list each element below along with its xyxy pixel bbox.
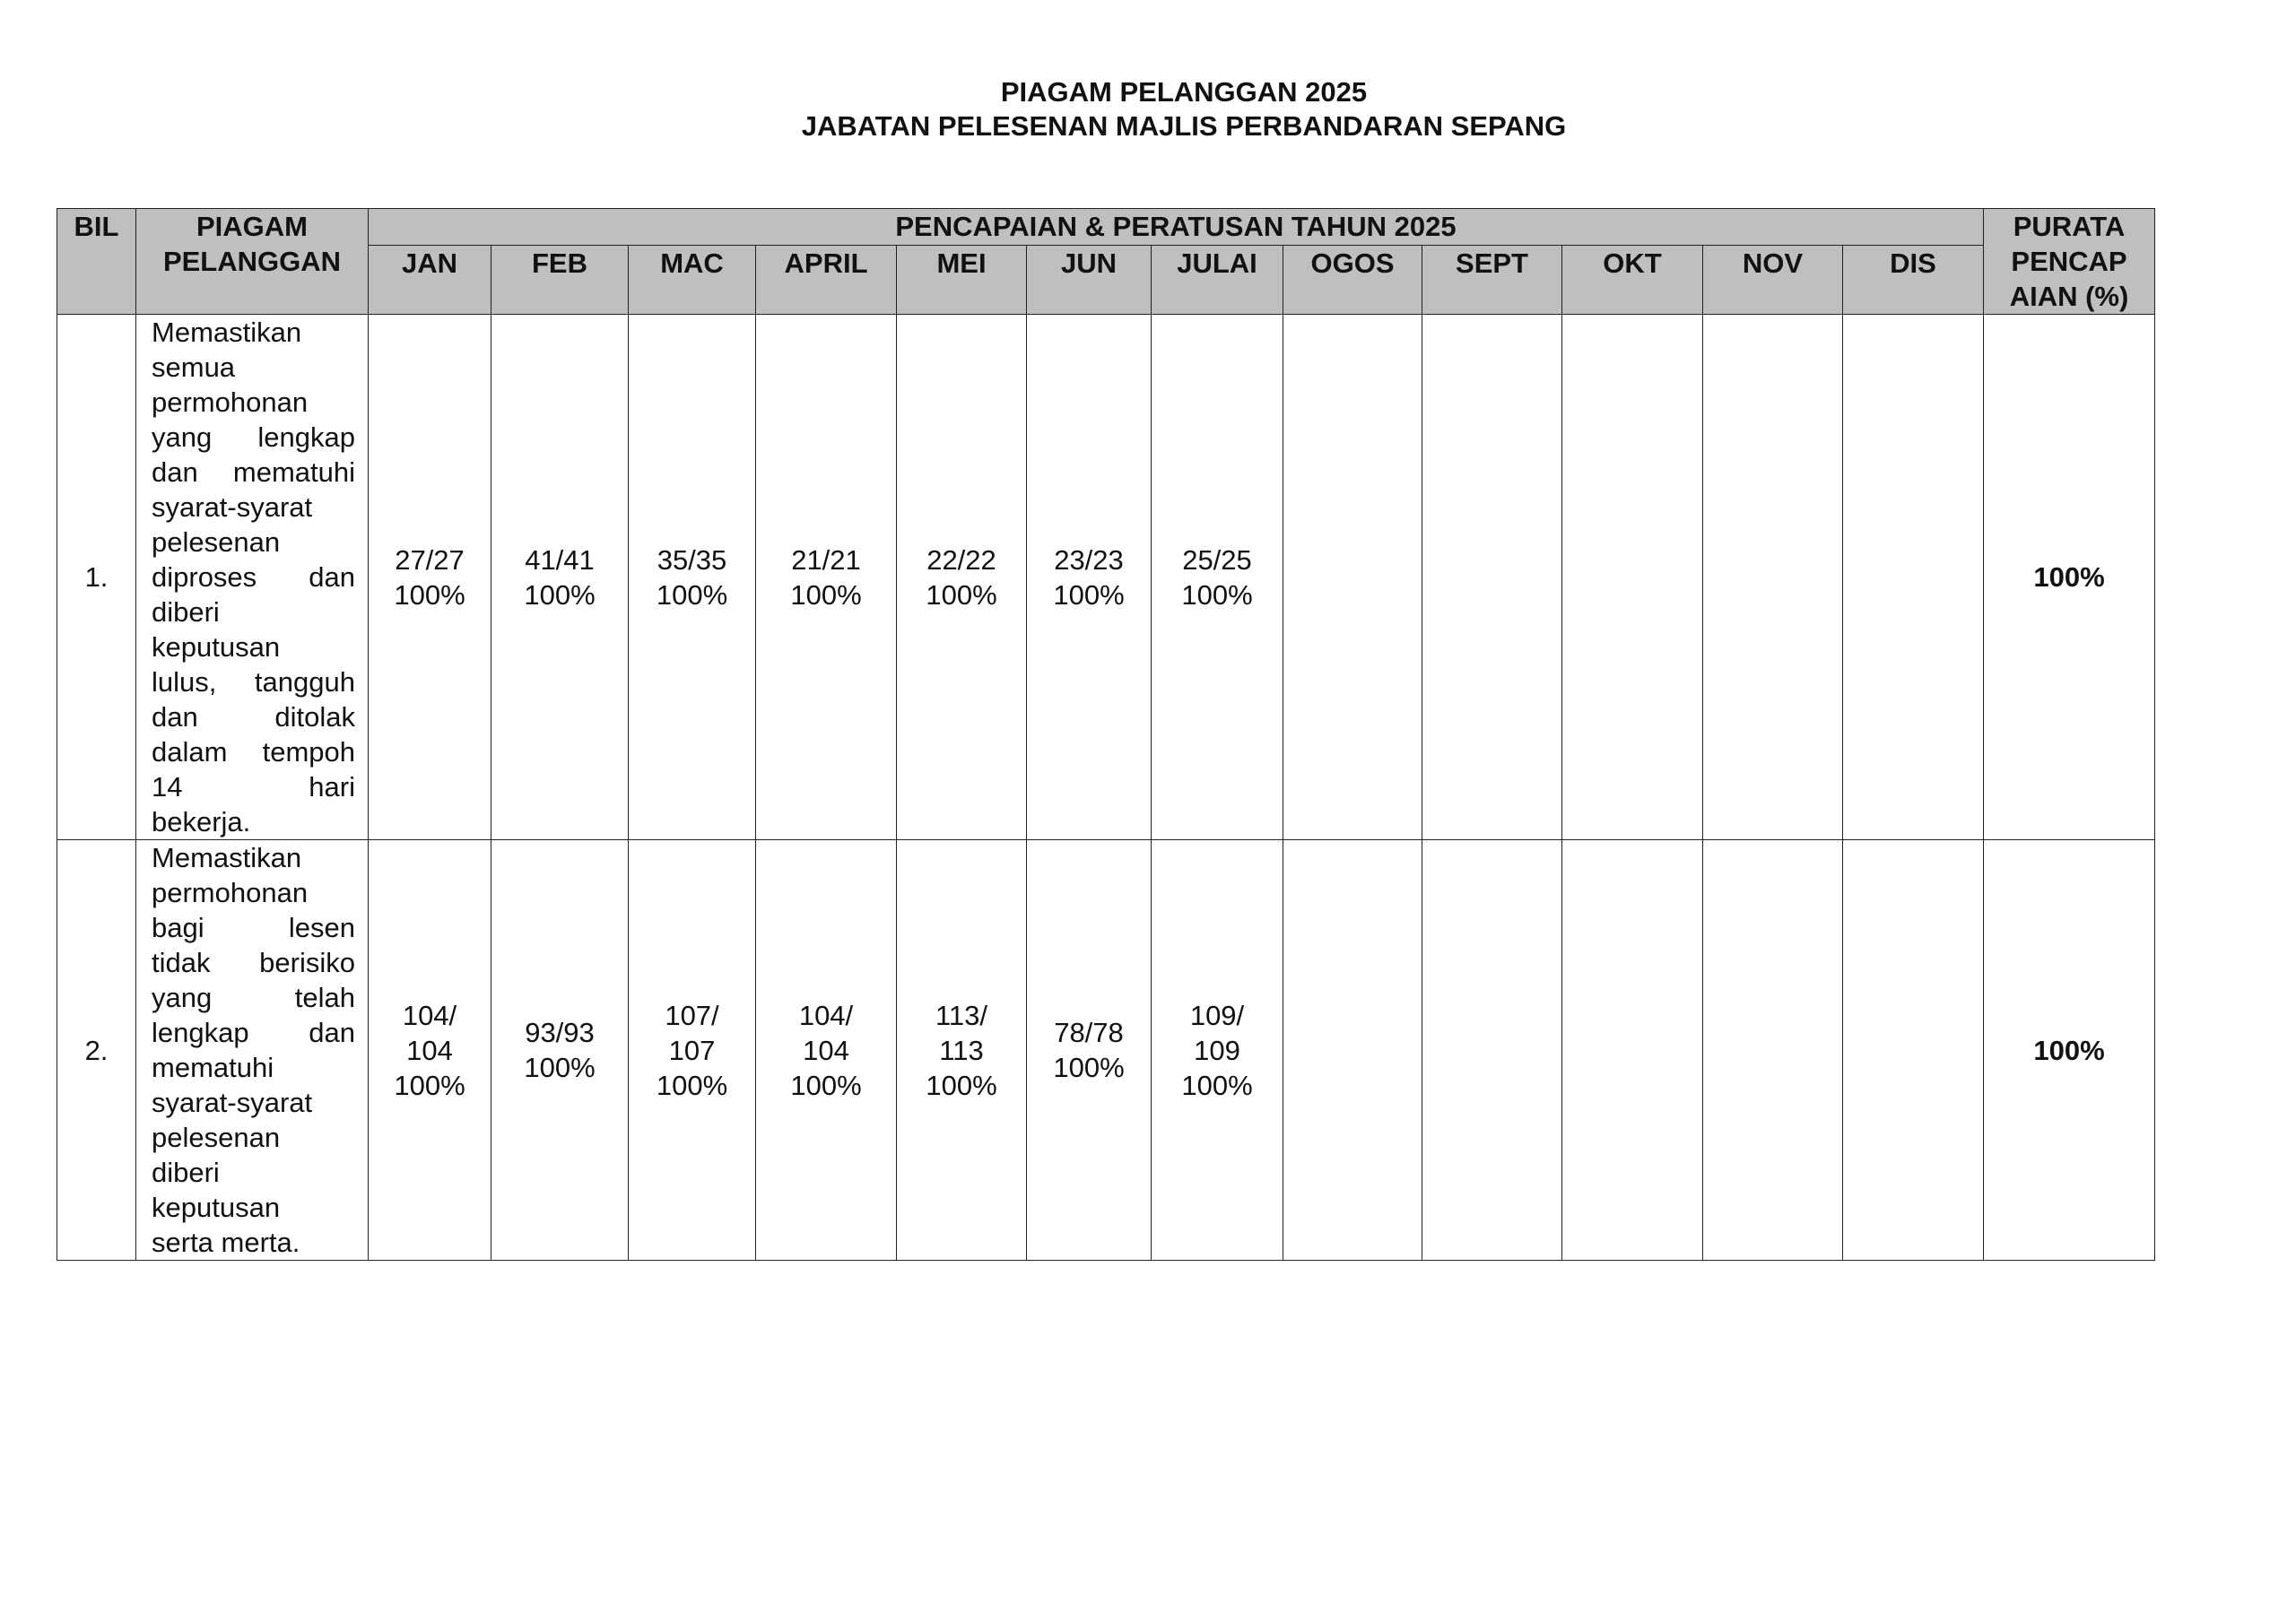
table-row [57, 315, 2155, 840]
month-cell-sept [1422, 315, 1562, 840]
description-line: bagi lesen [152, 912, 355, 943]
month-value: 100% [524, 1052, 596, 1083]
month-cell-julai [1152, 315, 1283, 840]
month-cell-okt [1562, 840, 1703, 1261]
month-value: 107/ [665, 999, 719, 1031]
header-month-dis: DIS [1843, 245, 1984, 314]
header-month-ogos: OGOS [1283, 245, 1422, 314]
month-cell-dis [1843, 840, 1984, 1261]
month-value: 23/23 [1054, 543, 1124, 576]
month-cell-julai [1152, 840, 1283, 1261]
description-line: dan ditolak [152, 701, 355, 733]
header-month-okt: OKT [1562, 245, 1703, 314]
average-achievement: 100% [1984, 840, 2155, 1261]
month-cell-ogos [1283, 315, 1422, 840]
month-value: 113 [939, 1034, 984, 1066]
row-number: 2. [57, 840, 136, 1261]
charter-description [136, 315, 369, 840]
month-value: 109/ [1189, 999, 1245, 1031]
month-cell-sept [1422, 840, 1562, 1261]
description-line: mematuhi [152, 1052, 274, 1083]
header-month-jun: JUN [1027, 245, 1152, 314]
description-line: diproses dan [152, 561, 355, 593]
month-value: 100% [656, 578, 728, 611]
header-bil: BIL [57, 209, 136, 315]
header-month-mac: MAC [629, 245, 756, 314]
table-row [57, 840, 2155, 1261]
description-line: Memastikan [152, 317, 302, 348]
month-value: 100% [790, 578, 862, 611]
description-line: permohonan [152, 386, 309, 418]
description-line: bekerja. [152, 806, 251, 838]
row-number: 1. [57, 315, 136, 840]
description-line: 14 hari [152, 771, 355, 803]
month-value: 104/ [402, 999, 457, 1031]
month-cell-dis [1843, 315, 1984, 840]
month-value: 100% [524, 578, 596, 611]
month-value: 22/22 [926, 543, 996, 576]
average-achievement: 100% [1984, 315, 2155, 840]
description-line: keputusan [152, 631, 281, 663]
title-line-2: JABATAN PELESENAN MAJLIS PERBANDARAN SEPANG [801, 110, 1567, 142]
month-value: 100% [1181, 1069, 1253, 1101]
header-month-julai: JULAI [1152, 245, 1283, 314]
charter-description [136, 840, 369, 1261]
month-cell-feb [491, 315, 629, 840]
month-value: 100% [1181, 578, 1253, 611]
document-title [0, 75, 2296, 143]
month-cell-mac [629, 315, 756, 840]
header-month-april: APRIL [756, 245, 897, 314]
description-line: lengkap dan [152, 1017, 355, 1048]
month-cell-nov [1703, 315, 1843, 840]
description-line: dalam tempoh [152, 736, 355, 768]
description-line: yang telah [152, 982, 355, 1013]
description-line: semua [152, 352, 236, 383]
month-value: 104/ [798, 999, 854, 1031]
description-line: diberi [152, 596, 220, 628]
month-value: 27/27 [395, 543, 465, 576]
month-cell-ogos [1283, 840, 1422, 1261]
description-line: permohonan [152, 877, 309, 908]
month-cell-nov [1703, 840, 1843, 1261]
month-value: 100% [394, 578, 465, 611]
month-value: 100% [394, 1069, 465, 1101]
header-month-jan: JAN [369, 245, 491, 314]
header-piagam-pelanggan: PIAGAM PELANGGAN [136, 209, 369, 315]
month-cell-jan [369, 840, 491, 1261]
description-line: syarat-syarat [152, 1087, 313, 1118]
header-purata-pencapaian: PURATA PENCAP AIAN (%) [1984, 209, 2155, 315]
month-cell-april [756, 315, 897, 840]
month-value: 104 [406, 1034, 453, 1066]
month-value: 104 [803, 1034, 849, 1066]
month-cell-jun [1027, 315, 1152, 840]
month-cell-jan [369, 315, 491, 840]
description-line: diberi [152, 1157, 220, 1188]
month-value: 100% [926, 578, 997, 611]
month-value: 78/78 [1054, 1017, 1124, 1048]
month-cell-mei [897, 840, 1027, 1261]
month-value: 107 [668, 1034, 716, 1066]
month-value: 100% [656, 1069, 728, 1101]
description-line: pelesenan [152, 1122, 281, 1153]
header-month-nov: NOV [1703, 245, 1843, 314]
header-month-feb: FEB [491, 245, 629, 314]
description-line: yang lengkap [152, 421, 355, 453]
header-month-sept: SEPT [1422, 245, 1562, 314]
month-value: 93/93 [525, 1017, 595, 1048]
month-value: 113/ [935, 999, 988, 1031]
charter-table [57, 208, 2155, 1261]
month-value: 100% [1053, 578, 1125, 611]
month-value: 100% [790, 1069, 862, 1101]
description-line: keputusan [152, 1192, 281, 1223]
header-pencapaian-group: PENCAPAIAN & PERATUSAN TAHUN 2025 [369, 209, 1984, 246]
description-line: pelesenan [152, 526, 281, 558]
title-line-1: PIAGAM PELANGGAN 2025 [1000, 76, 1368, 108]
description-line: syarat-syarat [152, 491, 313, 523]
month-value: 109 [1194, 1034, 1240, 1066]
month-value: 100% [926, 1069, 997, 1101]
month-value: 35/35 [657, 543, 727, 576]
month-value: 25/25 [1182, 543, 1252, 576]
header-month-mei: MEI [897, 245, 1027, 314]
month-cell-mei [897, 315, 1027, 840]
month-cell-mac [629, 840, 756, 1261]
description-line: lulus, tangguh [152, 666, 355, 698]
description-line: serta merta. [152, 1227, 300, 1258]
description-line: Memastikan [152, 842, 302, 873]
month-cell-april [756, 840, 897, 1261]
description-line: dan mematuhi [152, 456, 355, 488]
month-value: 100% [1053, 1052, 1125, 1083]
month-value: 21/21 [791, 543, 861, 576]
month-cell-feb [491, 840, 629, 1261]
month-value: 41/41 [525, 543, 595, 576]
month-cell-okt [1562, 315, 1703, 840]
description-line: tidak berisiko [152, 947, 355, 978]
month-cell-jun [1027, 840, 1152, 1261]
